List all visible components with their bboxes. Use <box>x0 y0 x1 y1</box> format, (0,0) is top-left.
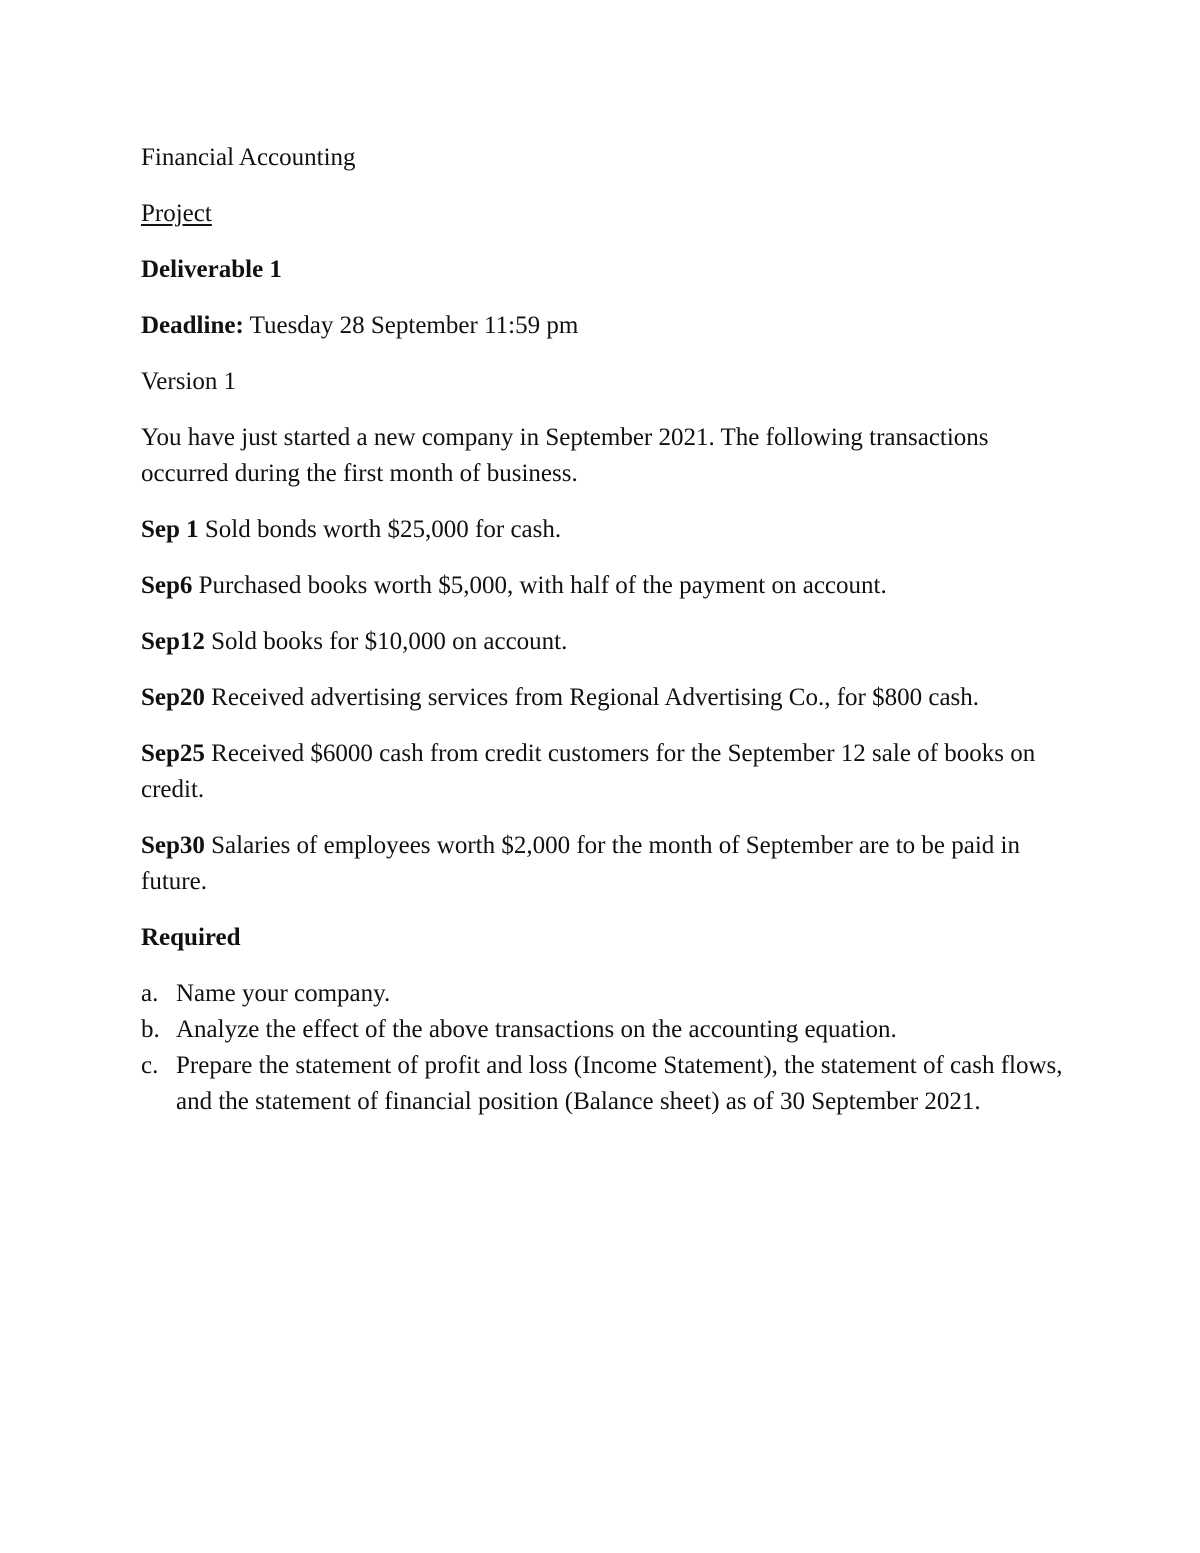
transaction-item <box>141 512 1071 548</box>
transaction-item <box>141 680 1071 716</box>
deliverable-heading: Deliverable 1 <box>141 256 282 283</box>
transaction-date: Sep25 <box>141 740 205 767</box>
list-item <box>141 976 1071 1012</box>
course-title: Financial Accounting <box>141 144 356 171</box>
transaction-item <box>141 828 1071 900</box>
list-marker: a. <box>141 980 159 1007</box>
required-heading: Required <box>141 924 241 951</box>
deadline-value: Tuesday 28 September 11:59 pm <box>243 312 579 339</box>
list-item-text: Analyze the effect of the above transactions on the accounting equation. <box>176 1016 897 1043</box>
transaction-date: Sep30 <box>141 832 205 859</box>
transaction-date: Sep 1 <box>141 516 199 543</box>
transaction-text: Salaries of employees worth $2,000 for the month of September are to be paid in future. <box>141 832 1020 895</box>
transaction-date: Sep20 <box>141 684 205 711</box>
document-page <box>141 140 1071 1120</box>
intro-paragraph: You have just started a new company in September 2021. The following transactions occurred during the first month of business. <box>141 424 989 487</box>
transaction-date: Sep6 <box>141 572 193 599</box>
project-label <box>141 196 1071 232</box>
transaction-text: Received $6000 cash from credit customers for the September 12 sale of books on credit. <box>141 740 1036 803</box>
list-item-text: Prepare the statement of profit and loss (Income Statement), the statement of cash flows, and the statement of financial position (Balance sheet) as of 30 September 2021. <box>176 1052 1063 1115</box>
transaction-item <box>141 624 1071 660</box>
list-item <box>141 1012 1071 1048</box>
transaction-text: Sold books for $10,000 on account. <box>204 628 568 655</box>
transaction-item <box>141 568 1071 604</box>
project-label-text: Project <box>141 200 212 227</box>
transaction-text: Purchased books worth $5,000, with half of the payment on account. <box>192 572 887 599</box>
list-item-text: Name your company. <box>176 980 391 1007</box>
list-marker: c. <box>141 1052 159 1079</box>
version: Version 1 <box>141 368 237 395</box>
transaction-text: Received advertising services from Regional Advertising Co., for $800 cash. <box>204 684 980 711</box>
list-marker: b. <box>141 1016 160 1043</box>
transaction-text: Sold bonds worth $25,000 for cash. <box>198 516 562 543</box>
transaction-date: Sep12 <box>141 628 205 655</box>
requirements-list <box>141 976 1071 1120</box>
deadline <box>141 308 1071 344</box>
transaction-item <box>141 736 1071 808</box>
deadline-label: Deadline: <box>141 312 244 339</box>
list-item <box>141 1048 1071 1120</box>
